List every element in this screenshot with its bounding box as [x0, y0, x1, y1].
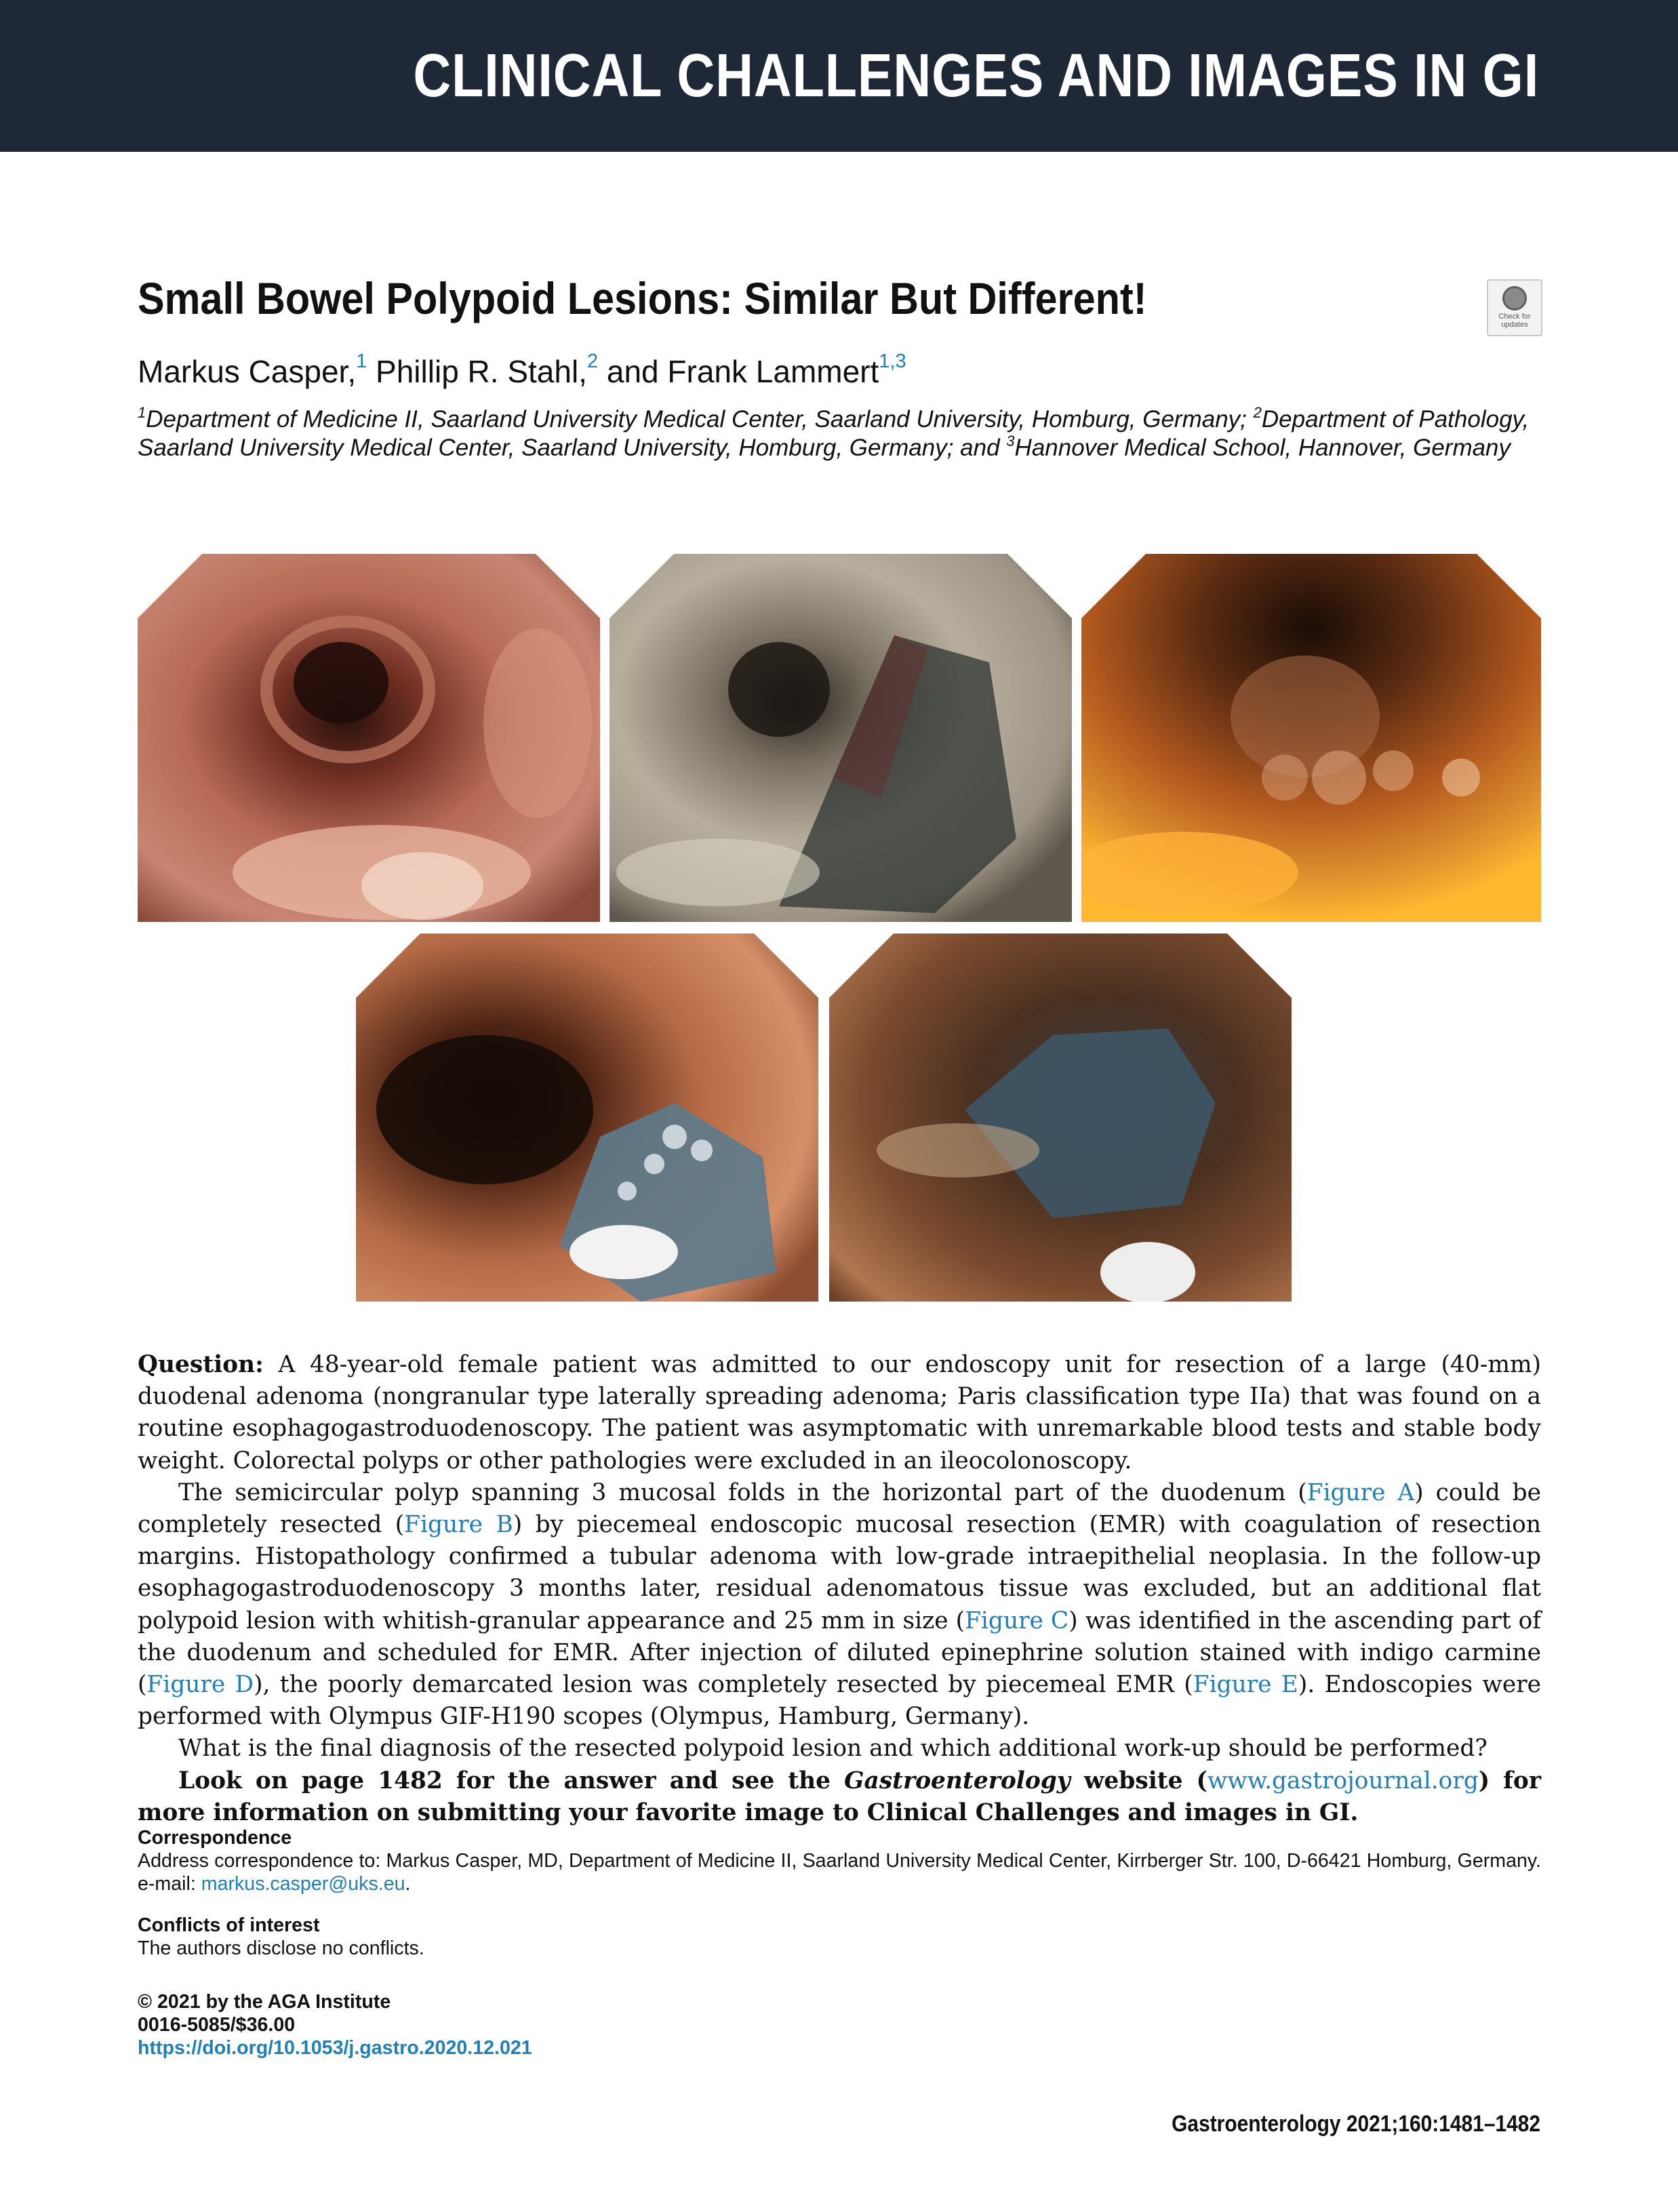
section-title: CLINICAL CHALLENGES AND IMAGES IN GI: [413, 42, 1539, 110]
callout-text: website (: [1070, 1767, 1207, 1794]
panel-label: D: [365, 939, 387, 972]
endoscopy-image-d: [356, 933, 818, 1302]
author-affiliation-marker: 2: [586, 350, 599, 372]
affiliation-marker: 1: [138, 404, 146, 421]
figure-link-d[interactable]: Figure D: [146, 1671, 254, 1699]
author-name: and Frank Lammert: [606, 354, 879, 389]
question-paragraph: [138, 1349, 1541, 1477]
author-name: Phillip R. Stahl,: [376, 354, 587, 389]
journal-citation: Gastroenterology 2021;160:1481–1482: [1172, 2111, 1540, 2137]
correspondence-block: [138, 1826, 1541, 1895]
crossmark-text: [1488, 313, 1541, 329]
paragraph-text: ) was identified in the ascending part of the duodenum and scheduled for EMR. After injection of diluted epinephrine solution stained with indigo carmine (: [138, 1607, 1541, 1699]
paragraph-text: ) by piecemeal endoscopic mucosal resection (EMR) with coagulation of resection margins. Histopathology confirmed a tubular adenoma with low-grade intraepithelial neoplasia. In the follow-up esophagogastroduodenoscopy 3 months later, residual adenomatous tissue was excluded, but an additional flat polypoid lesion with whitish-granular appearance and 25 mm in size (: [138, 1511, 1541, 1634]
journal-name: Gastroenterology: [844, 1767, 1071, 1794]
paragraph-text: ) could be completely resected (: [138, 1479, 1541, 1539]
affiliation-text: Department of Pathology, Saarland University Medical Center, Saarland University, Homburg, Germany; and: [138, 406, 1530, 461]
question-label: Question:: [138, 1351, 264, 1378]
paragraph-text: The semicircular polyp spanning 3 mucosal folds in the horizontal part of the duodenum (: [178, 1479, 1307, 1506]
affiliation-text: Department of Medicine II, Saarland University Medical Center, Saarland University, Homburg, Germany;: [146, 406, 1254, 433]
conflicts-block: [138, 1914, 1541, 1960]
copyright-block: [138, 1990, 1541, 2059]
case-paragraph: [138, 1477, 1541, 1733]
figure-link-c[interactable]: Figure C: [965, 1607, 1069, 1634]
paragraph-text: ), the poorly demarcated lesion was completely resected by piecemeal EMR (: [254, 1671, 1193, 1699]
author-affiliation-marker: 1,3: [879, 350, 906, 372]
doi-link[interactable]: https://doi.org/10.1053/j.gastro.2020.12.021: [138, 2037, 532, 2059]
callout-text: ) for more information on submitting your favorite image to Clinical Challenges and images in GI.: [138, 1767, 1541, 1826]
journal-website-link[interactable]: www.gastrojournal.org: [1207, 1767, 1479, 1794]
copyright-line: © 2021 by the AGA Institute: [138, 1991, 391, 2013]
correspondence-address: Address correspondence to: Markus Casper, MD, Department of Medicine II, Saarland University Medical Center, Kirrberger Str. 100, D-66421 Homburg, Germany. e-mail:: [138, 1850, 1541, 1895]
author-list: [138, 351, 906, 392]
correspondence-end: .: [405, 1873, 411, 1895]
doi-line: [138, 2036, 1541, 2059]
answer-callout: [138, 1765, 1541, 1829]
issn-price: 0016-5085/$36.00: [138, 2014, 296, 2036]
endoscopy-image-e: [829, 933, 1292, 1302]
figure-panel-b: [610, 554, 1072, 922]
affiliations: [138, 405, 1541, 462]
panel-label: E: [839, 939, 859, 972]
question-prompt: What is the final diagnosis of the resected polypoid lesion and which additional work-up should be performed?: [178, 1735, 1487, 1763]
affiliation-text: Hannover Medical School, Hannover, Germany: [1014, 435, 1511, 461]
figure-panel-d: [356, 933, 818, 1302]
figure-link-b[interactable]: Figure B: [404, 1511, 513, 1539]
conflicts-heading: Conflicts of interest: [138, 1914, 320, 1936]
check-for-updates-badge[interactable]: [1487, 279, 1542, 336]
crossmark-icon: [1502, 286, 1527, 310]
crossmark-line1: Check for: [1498, 313, 1531, 321]
panel-label: A: [147, 559, 169, 592]
endoscopy-image-a: [138, 554, 600, 922]
endoscopy-image-b: [610, 554, 1072, 922]
author-name: Markus Casper,: [138, 354, 357, 389]
panel-label: C: [1091, 559, 1113, 592]
panel-label: B: [619, 559, 641, 592]
section-banner: [0, 0, 1678, 152]
correspondence-text: [138, 1849, 1541, 1895]
endoscopy-image-c: [1081, 554, 1541, 922]
author-affiliation-marker: 1: [356, 350, 367, 372]
email-link[interactable]: markus.casper@uks.eu: [201, 1873, 405, 1895]
figure-panel-a: [138, 554, 600, 922]
figure-panel-c: [1081, 554, 1541, 922]
figure-link-e[interactable]: Figure E: [1193, 1671, 1298, 1699]
paragraph-text: A 48-year-old female patient was admitted to our endoscopy unit for resection of a large (40-mm) duodenal adenoma (nongranular type laterally spreading adenoma; Paris classification type IIa) that was found on a routine esophagogastroduodenoscopy. The patient was asymptomatic with unremarkable blood tests and stable body weight. Colorectal polyps or other pathologies were excluded in an ileocolonoscopy.: [138, 1351, 1541, 1474]
figure-panel-e: [829, 933, 1292, 1302]
correspondence-heading: Correspondence: [138, 1827, 292, 1849]
affiliation-marker: 2: [1253, 404, 1262, 421]
article-body: [138, 1349, 1541, 1829]
article-title: Small Bowel Polypoid Lesions: Similar But Different!: [138, 273, 1147, 323]
conflicts-text: The authors disclose no conflicts.: [138, 1937, 424, 1959]
paragraph-text: ). Endoscopies were performed with Olympus GIF-H190 scopes (Olympus, Hamburg, Germany).: [138, 1671, 1541, 1731]
crossmark-line2: updates: [1501, 321, 1528, 329]
callout-text: Look on page 1482 for the answer and see the: [178, 1767, 845, 1794]
affiliation-marker: 3: [1006, 433, 1015, 449]
figure-link-a[interactable]: Figure A: [1306, 1479, 1415, 1506]
